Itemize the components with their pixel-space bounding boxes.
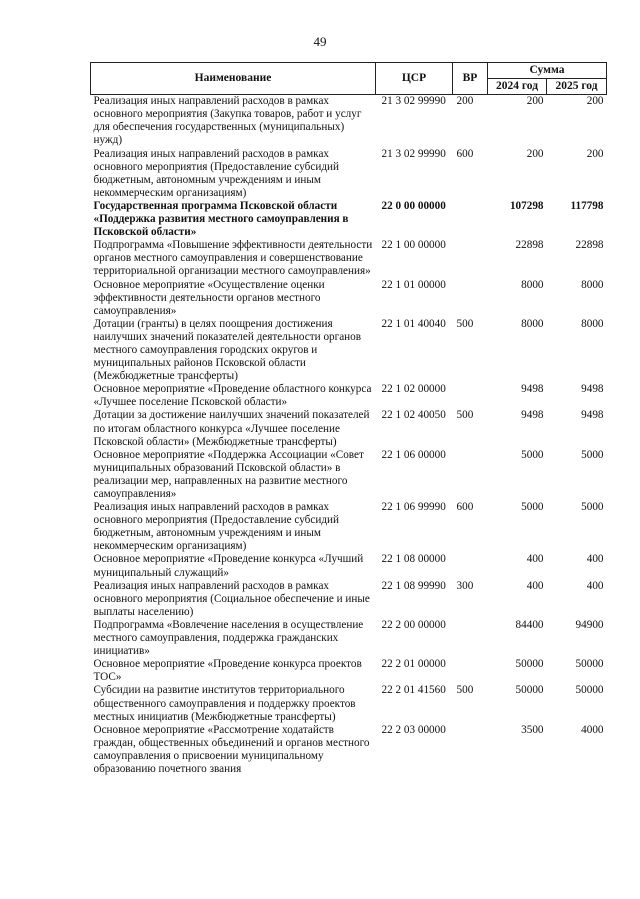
- row-name: Основное мероприятие «Проведение конкурса «Лучший муниципальный служащий»: [93, 553, 364, 579]
- header-name: Наименование: [91, 63, 376, 95]
- table-row: [91, 318, 607, 383]
- row-sum-2025: 117798: [570, 199, 604, 212]
- row-vr: 600: [456, 501, 474, 514]
- row-csr: 22 1 08 00000: [381, 553, 446, 566]
- table-row: [91, 580, 607, 619]
- header-csr: ЦСР: [376, 63, 453, 95]
- budget-table: [90, 62, 607, 776]
- row-csr: 22 1 06 00000: [381, 448, 446, 461]
- table-row: [91, 279, 607, 318]
- row-csr: 22 1 01 40040: [381, 317, 446, 330]
- row-name: Подпрограмма «Вовлечение населения в осуществление местного самоуправления, поддержка гражданских инициатив»: [93, 618, 364, 658]
- row-vr: 300: [456, 579, 474, 592]
- table-row: [91, 501, 607, 553]
- row-csr: 22 1 02 40050: [381, 409, 446, 422]
- row-csr: 22 1 01 00000: [381, 278, 446, 291]
- row-sum-2024: 5000: [521, 501, 544, 514]
- row-sum-2025: 8000: [581, 317, 604, 330]
- row-vr: 500: [456, 409, 474, 422]
- row-sum-2025: 50000: [575, 658, 604, 671]
- row-sum-2025: 9498: [581, 383, 604, 396]
- row-sum-2024: 8000: [521, 278, 544, 291]
- row-sum-2024: 200: [526, 147, 544, 160]
- table-row: [91, 200, 607, 239]
- row-vr: [453, 553, 488, 579]
- row-sum-2025: 50000: [575, 684, 604, 697]
- header-sum: Сумма: [488, 63, 607, 79]
- row-sum-2024: 50000: [515, 684, 544, 697]
- row-csr: 22 1 08 99990: [381, 579, 446, 592]
- row-sum-2025: 400: [586, 579, 604, 592]
- table-row: [91, 553, 607, 579]
- row-sum-2024: 9498: [521, 383, 544, 396]
- row-name: Дотации за достижение наилучших значений показателей по итогам областного конкурса «Лучшее поселение Псковской области» (Межбюджетные трансферты): [93, 409, 370, 448]
- table-row: [91, 95, 607, 148]
- row-sum-2025: 22898: [575, 239, 604, 252]
- row-name: Подпрограмма «Повышение эффективности деятельности органов местного самоуправления и совершенствование территориальной организации местного самоуправления»: [93, 239, 373, 278]
- row-sum-2025: 94900: [575, 618, 604, 631]
- row-sum-2024: 9498: [521, 409, 544, 422]
- row-name: Основное мероприятие «Проведение областного конкурса «Лучшее поселение Псковской области»: [93, 383, 372, 409]
- row-sum-2024: 22898: [515, 239, 544, 252]
- row-name: Реализация иных направлений расходов в рамках основного мероприятия (Закупка товаров, работ и услуг для обеспечения государственных (муниципальных) нужд): [93, 95, 362, 147]
- row-csr: 22 1 00 00000: [381, 239, 446, 252]
- row-vr: [453, 279, 488, 318]
- row-name: Основное мероприятие «Рассмотрение ходатайств граждан, общественных объединений и органов местного самоуправления о присвоении муниципальному образованию почетного звания: [93, 723, 370, 775]
- row-vr: 200: [456, 95, 474, 108]
- table-row: [91, 239, 607, 278]
- row-csr: 22 1 06 99990: [381, 501, 446, 514]
- header-year-2025: 2025 год: [547, 79, 607, 95]
- row-csr: 22 2 01 41560: [381, 684, 446, 697]
- row-csr: 21 3 02 99990: [381, 95, 446, 108]
- row-sum-2024: 8000: [521, 317, 544, 330]
- row-vr: [453, 449, 488, 501]
- table-row: [91, 684, 607, 723]
- row-name: Субсидии на развитие институтов территориального общественного самоуправления и поддержку проектов местных инициатив (Межбюджетные трансферты): [93, 684, 356, 723]
- row-name: Основное мероприятие «Поддержка Ассоциации «Совет муниципальных образований Псковской области» в реализации мер, направленных на развитие местного самоуправления»: [93, 448, 364, 500]
- row-name: Государственная программа Псковской области «Поддержка развития местного самоуправления в Псковской области»: [93, 199, 349, 239]
- row-csr: 22 0 00 00000: [381, 199, 446, 212]
- table-body: [91, 95, 607, 776]
- row-sum-2025: 5000: [581, 448, 604, 461]
- row-sum-2024: 107298: [509, 199, 544, 212]
- row-sum-2025: 8000: [581, 278, 604, 291]
- row-sum-2025: 200: [586, 147, 604, 160]
- row-sum-2024: 5000: [521, 448, 544, 461]
- header-year-2024: 2024 год: [488, 79, 547, 95]
- header-vr: ВР: [453, 63, 488, 95]
- row-vr: 600: [456, 147, 474, 160]
- row-sum-2025: 4000: [581, 723, 604, 736]
- row-vr: [453, 383, 488, 409]
- row-vr: 500: [456, 684, 474, 697]
- table-row: [91, 658, 607, 684]
- row-csr: 22 2 01 00000: [381, 658, 446, 671]
- row-csr: 22 1 02 00000: [381, 383, 446, 396]
- row-sum-2024: 200: [526, 95, 544, 108]
- row-vr: [453, 658, 488, 684]
- table-row: [91, 383, 607, 409]
- row-name: Реализация иных направлений расходов в рамках основного мероприятия (Предоставление субсидий бюджетным, автономным учреждениям и иным некоммерческим организациям): [93, 147, 339, 199]
- row-csr: 22 2 00 00000: [381, 618, 446, 631]
- row-sum-2024: 400: [526, 553, 544, 566]
- table-row: [91, 724, 607, 776]
- row-sum-2025: 9498: [581, 409, 604, 422]
- row-csr: 21 3 02 99990: [381, 147, 446, 160]
- row-name: Дотации (гранты) в целях поощрения достижения наилучших значений показателей деятельности органов местного самоуправления городских округов и муниципальных районов Псковской области (Межбюджетные трансферты): [93, 317, 362, 383]
- table-row: [91, 619, 607, 658]
- table-row: [91, 148, 607, 200]
- table-row: [91, 409, 607, 448]
- page-number: 49: [313, 34, 327, 49]
- row-sum-2025: 5000: [581, 501, 604, 514]
- row-vr: [453, 724, 488, 776]
- row-sum-2024: 3500: [521, 723, 544, 736]
- row-vr: 500: [456, 317, 474, 330]
- table-row: [91, 449, 607, 501]
- row-csr: 22 2 03 00000: [381, 723, 446, 736]
- row-sum-2025: 200: [586, 95, 604, 108]
- row-sum-2025: 400: [586, 553, 604, 566]
- row-vr: [453, 200, 488, 239]
- row-vr: [453, 239, 488, 278]
- row-name: Реализация иных направлений расходов в рамках основного мероприятия (Социальное обеспечение и иные выплаты населению): [93, 579, 370, 618]
- row-name: Основное мероприятие «Проведение конкурса проектов ТОС»: [93, 658, 362, 684]
- table-header: [91, 63, 607, 95]
- row-sum-2024: 400: [526, 579, 544, 592]
- row-sum-2024: 50000: [515, 658, 544, 671]
- row-name: Реализация иных направлений расходов в рамках основного мероприятия (Предоставление субсидий бюджетным, автономным учреждениям и иным некоммерческим организациям): [93, 501, 339, 553]
- row-vr: [453, 619, 488, 658]
- row-name: Основное мероприятие «Осуществление оценки эффективности деятельности органов местного самоуправления»: [93, 278, 325, 317]
- row-sum-2024: 84400: [515, 618, 544, 631]
